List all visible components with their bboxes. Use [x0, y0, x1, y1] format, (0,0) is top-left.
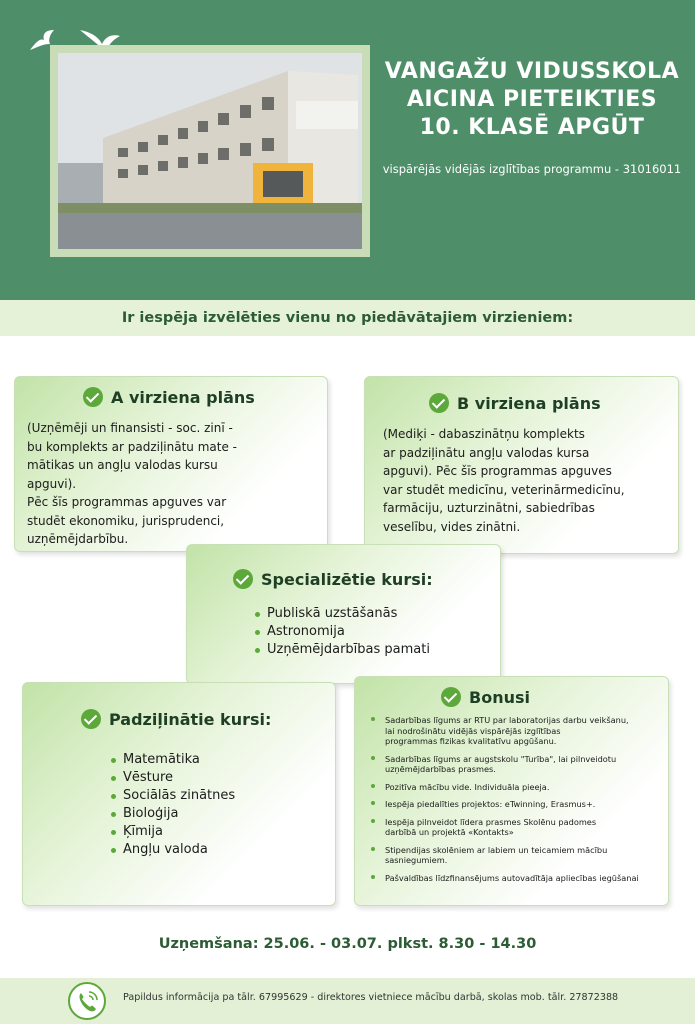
school-photo-frame — [50, 45, 370, 257]
card-b-body: (Mediķi - dabaszinātņu komplekts ar padziļinātu angļu valodas kursa apguvi). Pēc šīs programmas apguves var studēt medicīnu, veterinārmedicīnu, farmāciju, uzturzinātni, sabiedrības veselību, vides zinātni. — [383, 427, 625, 534]
advanced-course-list — [111, 751, 235, 859]
list-item: Ķīmija — [111, 823, 235, 841]
list-item: Vēsture — [111, 769, 235, 787]
list-item: Iespēja pilnveidot līdera prasmes Skolēnu padomes darbībā un projektā «Kontakts» — [371, 817, 661, 838]
card-spec-title: Specializētie kursi: — [261, 569, 433, 589]
contact-info: Papildus informācija pa tālr. 67995629 - direktores vietniece mācību darbā, skolas mob. tālr. 27872388 — [123, 992, 619, 1003]
list-item: Publiskā uzstāšanās — [255, 605, 430, 623]
intro-text: Ir iespēja izvēlēties vienu no piedāvātajiem virzieniem: — [121, 310, 574, 326]
phone-icon — [68, 982, 106, 1020]
card-b-title: B virziena plāns — [457, 393, 601, 413]
headline-line-3: 10. KLASĒ APGŪT — [419, 115, 645, 140]
list-item: Angļu valoda — [111, 841, 235, 859]
headline-line-2: AICINA PIETEIKTIES — [406, 87, 658, 112]
card-specialized-courses — [186, 544, 501, 684]
card-a-title: A virziena plāns — [111, 387, 255, 407]
list-item: Iespēja piedalīties projektos: eTwinning, Erasmus+. — [371, 799, 661, 810]
bonus-list — [371, 715, 661, 890]
header-banner — [0, 0, 695, 300]
checkmark-icon — [83, 387, 103, 407]
card-bonus-title: Bonusi — [469, 687, 530, 707]
checkmark-icon — [81, 709, 101, 729]
list-item: Matemātika — [111, 751, 235, 769]
list-item: Pozitīva mācību vide. Individuāla pieeja. — [371, 782, 661, 793]
headline-line-1: VANGAŽU VIDUSSKOLA — [384, 59, 680, 84]
card-a-plan — [14, 376, 328, 552]
specialized-course-list — [255, 605, 430, 659]
list-item: Pašvaldības līdzfinansējums autovadītāja apliecības iegūšanai — [371, 873, 661, 884]
admission-dates: Uzņemšana: 25.06. - 03.07. plkst. 8.30 - 14.30 — [158, 936, 537, 952]
card-bonuses — [354, 676, 669, 906]
checkmark-icon — [441, 687, 461, 707]
card-adv-title: Padziļinātie kursi: — [109, 709, 272, 729]
list-item: Sadarbības līgums ar augstskolu "Turība", lai pilnveidotu uzņēmējdarbības prasmes. — [371, 754, 661, 775]
card-b-plan — [364, 376, 679, 554]
checkmark-icon — [233, 569, 253, 589]
list-item: Astronomija — [255, 623, 430, 641]
program-subtitle: vispārējās vidējās izglītības programmu - 31016011 — [382, 162, 682, 176]
list-item: Uzņēmējdarbības pamati — [255, 641, 430, 659]
card-advanced-courses — [22, 682, 336, 906]
list-item: Sociālās zinātnes — [111, 787, 235, 805]
list-item: Stipendijas skolēniem ar labiem un teicamiem mācību sasniegumiem. — [371, 845, 661, 866]
card-a-body: (Uzņēmēji un finansisti - soc. zinī - bu komplekts ar padziļinātu mate - mātikas un angļu valodas kursu apguvi). Pēc šīs programmas apguves var studēt ekonomiku, jurisprudenci, uzņēmējdarbību. — [27, 421, 237, 546]
school-building-photo — [58, 53, 362, 249]
list-item: Bioloģija — [111, 805, 235, 823]
list-item: Sadarbības līgums ar RTU par laboratorijas darbu veikšanu, lai nodrošinātu vidējās vispārējās izglītības programmas fizikas kvalitatīvu apgūšanu. — [371, 715, 661, 747]
checkmark-icon — [429, 393, 449, 413]
